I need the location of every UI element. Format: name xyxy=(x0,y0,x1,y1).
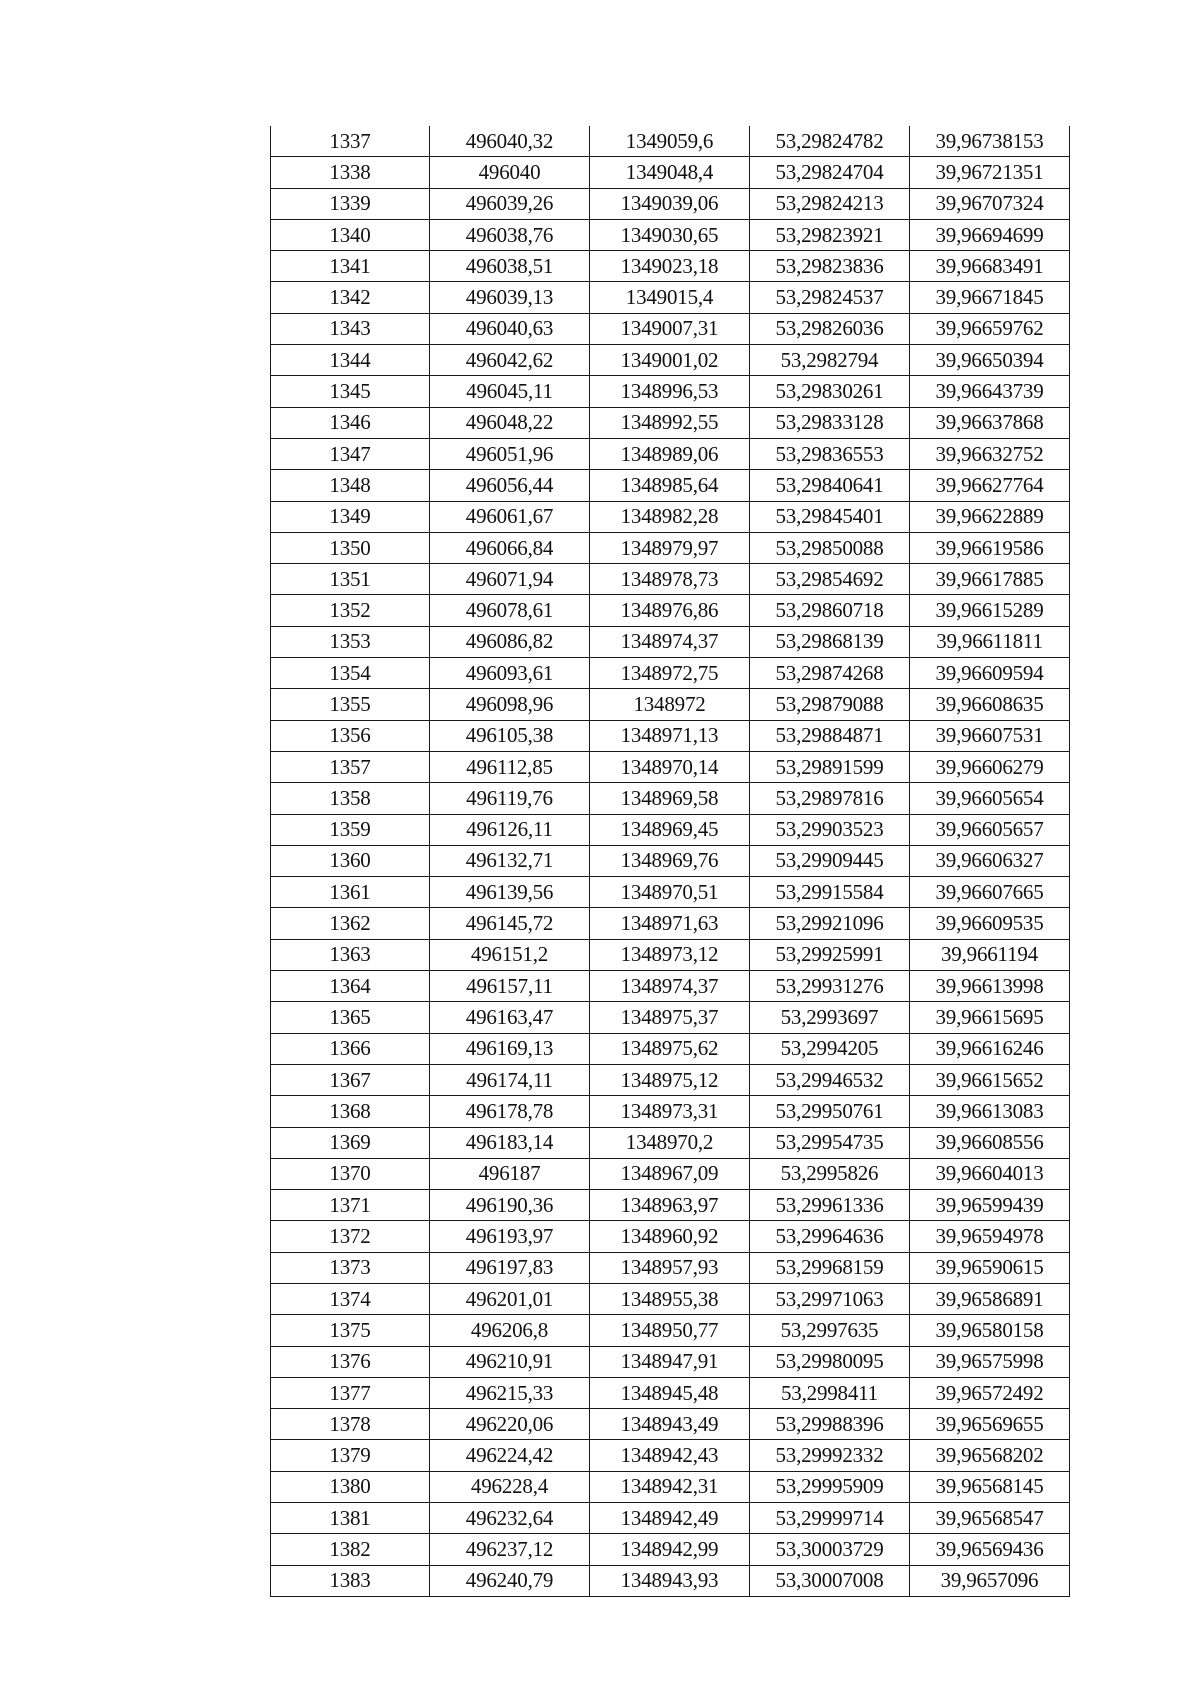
table-row xyxy=(271,877,1070,908)
y-coordinate-cell: 1348973,31 xyxy=(590,1096,750,1127)
latitude-cell: 53,29921096 xyxy=(750,908,910,939)
table-row xyxy=(271,1315,1070,1346)
longitude-cell: 39,96738153 xyxy=(910,126,1070,157)
table-row xyxy=(271,1471,1070,1502)
table-row xyxy=(271,345,1070,376)
point-number-cell: 1339 xyxy=(271,188,430,219)
table-row xyxy=(271,376,1070,407)
latitude-cell: 53,29874268 xyxy=(750,658,910,689)
x-coordinate-cell: 496132,71 xyxy=(430,845,590,876)
latitude-cell: 53,29824704 xyxy=(750,157,910,188)
longitude-cell: 39,96569655 xyxy=(910,1409,1070,1440)
latitude-cell: 53,29879088 xyxy=(750,689,910,720)
longitude-cell: 39,96615289 xyxy=(910,595,1070,626)
point-number-cell: 1351 xyxy=(271,564,430,595)
latitude-cell: 53,29824213 xyxy=(750,188,910,219)
table-row xyxy=(271,1377,1070,1408)
y-coordinate-cell: 1348975,12 xyxy=(590,1064,750,1095)
longitude-cell: 39,96568202 xyxy=(910,1440,1070,1471)
latitude-cell: 53,29903523 xyxy=(750,814,910,845)
latitude-cell: 53,29845401 xyxy=(750,501,910,532)
longitude-cell: 39,96632752 xyxy=(910,438,1070,469)
latitude-cell: 53,2994205 xyxy=(750,1033,910,1064)
y-coordinate-cell: 1348972 xyxy=(590,689,750,720)
longitude-cell: 39,96599439 xyxy=(910,1190,1070,1221)
longitude-cell: 39,9657096 xyxy=(910,1565,1070,1596)
latitude-cell: 53,2997635 xyxy=(750,1315,910,1346)
x-coordinate-cell: 496169,13 xyxy=(430,1033,590,1064)
x-coordinate-cell: 496163,47 xyxy=(430,1002,590,1033)
longitude-cell: 39,96572492 xyxy=(910,1377,1070,1408)
longitude-cell: 39,96575998 xyxy=(910,1346,1070,1377)
x-coordinate-cell: 496039,13 xyxy=(430,282,590,313)
y-coordinate-cell: 1348970,2 xyxy=(590,1127,750,1158)
point-number-cell: 1347 xyxy=(271,438,430,469)
y-coordinate-cell: 1348955,38 xyxy=(590,1283,750,1314)
point-number-cell: 1341 xyxy=(271,251,430,282)
latitude-cell: 53,29915584 xyxy=(750,877,910,908)
latitude-cell: 53,29950761 xyxy=(750,1096,910,1127)
point-number-cell: 1372 xyxy=(271,1221,430,1252)
latitude-cell: 53,29897816 xyxy=(750,783,910,814)
x-coordinate-cell: 496183,14 xyxy=(430,1127,590,1158)
longitude-cell: 39,96721351 xyxy=(910,157,1070,188)
point-number-cell: 1364 xyxy=(271,971,430,1002)
table-row xyxy=(271,407,1070,438)
table-row xyxy=(271,783,1070,814)
latitude-cell: 53,29931276 xyxy=(750,971,910,1002)
longitude-cell: 39,96615652 xyxy=(910,1064,1070,1095)
table-row xyxy=(271,658,1070,689)
y-coordinate-cell: 1349039,06 xyxy=(590,188,750,219)
x-coordinate-cell: 496193,97 xyxy=(430,1221,590,1252)
longitude-cell: 39,96619586 xyxy=(910,532,1070,563)
longitude-cell: 39,96613083 xyxy=(910,1096,1070,1127)
latitude-cell: 53,29823921 xyxy=(750,219,910,250)
point-number-cell: 1343 xyxy=(271,313,430,344)
y-coordinate-cell: 1348974,37 xyxy=(590,626,750,657)
table-row xyxy=(271,1409,1070,1440)
longitude-cell: 39,96609535 xyxy=(910,908,1070,939)
point-number-cell: 1349 xyxy=(271,501,430,532)
x-coordinate-cell: 496145,72 xyxy=(430,908,590,939)
point-number-cell: 1353 xyxy=(271,626,430,657)
longitude-cell: 39,96608635 xyxy=(910,689,1070,720)
x-coordinate-cell: 496042,62 xyxy=(430,345,590,376)
x-coordinate-cell: 496040 xyxy=(430,157,590,188)
y-coordinate-cell: 1348942,31 xyxy=(590,1471,750,1502)
point-number-cell: 1337 xyxy=(271,126,430,157)
x-coordinate-cell: 496224,42 xyxy=(430,1440,590,1471)
x-coordinate-cell: 496237,12 xyxy=(430,1534,590,1565)
latitude-cell: 53,29909445 xyxy=(750,845,910,876)
point-number-cell: 1369 xyxy=(271,1127,430,1158)
longitude-cell: 39,96568145 xyxy=(910,1471,1070,1502)
y-coordinate-cell: 1348975,37 xyxy=(590,1002,750,1033)
latitude-cell: 53,29971063 xyxy=(750,1283,910,1314)
point-number-cell: 1363 xyxy=(271,939,430,970)
x-coordinate-cell: 496210,91 xyxy=(430,1346,590,1377)
longitude-cell: 39,96608556 xyxy=(910,1127,1070,1158)
point-number-cell: 1340 xyxy=(271,219,430,250)
table-row xyxy=(271,1565,1070,1596)
coordinates-table xyxy=(270,126,1070,1597)
longitude-cell: 39,96594978 xyxy=(910,1221,1070,1252)
table-row xyxy=(271,908,1070,939)
y-coordinate-cell: 1349007,31 xyxy=(590,313,750,344)
point-number-cell: 1346 xyxy=(271,407,430,438)
table-row xyxy=(271,1503,1070,1534)
latitude-cell: 53,29988396 xyxy=(750,1409,910,1440)
longitude-cell: 39,96707324 xyxy=(910,188,1070,219)
table-row xyxy=(271,689,1070,720)
y-coordinate-cell: 1348942,49 xyxy=(590,1503,750,1534)
table-row xyxy=(271,1283,1070,1314)
table-row xyxy=(271,470,1070,501)
longitude-cell: 39,96616246 xyxy=(910,1033,1070,1064)
longitude-cell: 39,96605654 xyxy=(910,783,1070,814)
point-number-cell: 1361 xyxy=(271,877,430,908)
table-row xyxy=(271,1002,1070,1033)
table-row xyxy=(271,438,1070,469)
point-number-cell: 1348 xyxy=(271,470,430,501)
point-number-cell: 1382 xyxy=(271,1534,430,1565)
longitude-cell: 39,96615695 xyxy=(910,1002,1070,1033)
x-coordinate-cell: 496228,4 xyxy=(430,1471,590,1502)
x-coordinate-cell: 496105,38 xyxy=(430,720,590,751)
longitude-cell: 39,96605657 xyxy=(910,814,1070,845)
point-number-cell: 1375 xyxy=(271,1315,430,1346)
latitude-cell: 53,29968159 xyxy=(750,1252,910,1283)
x-coordinate-cell: 496232,64 xyxy=(430,1503,590,1534)
y-coordinate-cell: 1349030,65 xyxy=(590,219,750,250)
y-coordinate-cell: 1348943,93 xyxy=(590,1565,750,1596)
latitude-cell: 53,29854692 xyxy=(750,564,910,595)
y-coordinate-cell: 1348960,92 xyxy=(590,1221,750,1252)
y-coordinate-cell: 1348969,58 xyxy=(590,783,750,814)
y-coordinate-cell: 1348972,75 xyxy=(590,658,750,689)
longitude-cell: 39,96590615 xyxy=(910,1252,1070,1283)
y-coordinate-cell: 1348976,86 xyxy=(590,595,750,626)
latitude-cell: 53,29824537 xyxy=(750,282,910,313)
x-coordinate-cell: 496201,01 xyxy=(430,1283,590,1314)
table-row xyxy=(271,157,1070,188)
point-number-cell: 1344 xyxy=(271,345,430,376)
y-coordinate-cell: 1348969,76 xyxy=(590,845,750,876)
latitude-cell: 53,2993697 xyxy=(750,1002,910,1033)
longitude-cell: 39,96627764 xyxy=(910,470,1070,501)
longitude-cell: 39,96622889 xyxy=(910,501,1070,532)
table-row xyxy=(271,1127,1070,1158)
x-coordinate-cell: 496157,11 xyxy=(430,971,590,1002)
table-row xyxy=(271,845,1070,876)
x-coordinate-cell: 496078,61 xyxy=(430,595,590,626)
latitude-cell: 53,29980095 xyxy=(750,1346,910,1377)
table-row xyxy=(271,939,1070,970)
table-row xyxy=(271,188,1070,219)
table-row xyxy=(271,219,1070,250)
point-number-cell: 1373 xyxy=(271,1252,430,1283)
point-number-cell: 1367 xyxy=(271,1064,430,1095)
table-row xyxy=(271,751,1070,782)
table-row xyxy=(271,1158,1070,1189)
point-number-cell: 1378 xyxy=(271,1409,430,1440)
point-number-cell: 1368 xyxy=(271,1096,430,1127)
latitude-cell: 53,29964636 xyxy=(750,1221,910,1252)
latitude-cell: 53,29836553 xyxy=(750,438,910,469)
point-number-cell: 1354 xyxy=(271,658,430,689)
table-row xyxy=(271,1252,1070,1283)
x-coordinate-cell: 496056,44 xyxy=(430,470,590,501)
table-row xyxy=(271,532,1070,563)
point-number-cell: 1352 xyxy=(271,595,430,626)
table-row xyxy=(271,971,1070,1002)
table-row xyxy=(271,251,1070,282)
y-coordinate-cell: 1348945,48 xyxy=(590,1377,750,1408)
x-coordinate-cell: 496178,78 xyxy=(430,1096,590,1127)
y-coordinate-cell: 1348975,62 xyxy=(590,1033,750,1064)
latitude-cell: 53,30007008 xyxy=(750,1565,910,1596)
longitude-cell: 39,96617885 xyxy=(910,564,1070,595)
y-coordinate-cell: 1349015,4 xyxy=(590,282,750,313)
y-coordinate-cell: 1348967,09 xyxy=(590,1158,750,1189)
table-row xyxy=(271,564,1070,595)
longitude-cell: 39,96607531 xyxy=(910,720,1070,751)
latitude-cell: 53,29826036 xyxy=(750,313,910,344)
y-coordinate-cell: 1348996,53 xyxy=(590,376,750,407)
y-coordinate-cell: 1348943,49 xyxy=(590,1409,750,1440)
point-number-cell: 1338 xyxy=(271,157,430,188)
x-coordinate-cell: 496187 xyxy=(430,1158,590,1189)
longitude-cell: 39,96694699 xyxy=(910,219,1070,250)
longitude-cell: 39,96604013 xyxy=(910,1158,1070,1189)
y-coordinate-cell: 1348971,63 xyxy=(590,908,750,939)
x-coordinate-cell: 496040,32 xyxy=(430,126,590,157)
x-coordinate-cell: 496215,33 xyxy=(430,1377,590,1408)
latitude-cell: 53,29823836 xyxy=(750,251,910,282)
x-coordinate-cell: 496240,79 xyxy=(430,1565,590,1596)
y-coordinate-cell: 1348979,97 xyxy=(590,532,750,563)
y-coordinate-cell: 1348947,91 xyxy=(590,1346,750,1377)
point-number-cell: 1370 xyxy=(271,1158,430,1189)
point-number-cell: 1350 xyxy=(271,532,430,563)
x-coordinate-cell: 496048,22 xyxy=(430,407,590,438)
x-coordinate-cell: 496190,36 xyxy=(430,1190,590,1221)
latitude-cell: 53,30003729 xyxy=(750,1534,910,1565)
x-coordinate-cell: 496045,11 xyxy=(430,376,590,407)
point-number-cell: 1380 xyxy=(271,1471,430,1502)
table-row xyxy=(271,501,1070,532)
latitude-cell: 53,29824782 xyxy=(750,126,910,157)
table-row xyxy=(271,282,1070,313)
point-number-cell: 1345 xyxy=(271,376,430,407)
y-coordinate-cell: 1348971,13 xyxy=(590,720,750,751)
table-row xyxy=(271,1440,1070,1471)
point-number-cell: 1342 xyxy=(271,282,430,313)
x-coordinate-cell: 496151,2 xyxy=(430,939,590,970)
point-number-cell: 1360 xyxy=(271,845,430,876)
point-number-cell: 1377 xyxy=(271,1377,430,1408)
latitude-cell: 53,2998411 xyxy=(750,1377,910,1408)
point-number-cell: 1356 xyxy=(271,720,430,751)
latitude-cell: 53,29840641 xyxy=(750,470,910,501)
longitude-cell: 39,96637868 xyxy=(910,407,1070,438)
latitude-cell: 53,29830261 xyxy=(750,376,910,407)
point-number-cell: 1366 xyxy=(271,1033,430,1064)
latitude-cell: 53,29995909 xyxy=(750,1471,910,1502)
table-row xyxy=(271,1346,1070,1377)
y-coordinate-cell: 1348950,77 xyxy=(590,1315,750,1346)
table-row xyxy=(271,1096,1070,1127)
longitude-cell: 39,96671845 xyxy=(910,282,1070,313)
table-row xyxy=(271,814,1070,845)
y-coordinate-cell: 1348973,12 xyxy=(590,939,750,970)
point-number-cell: 1358 xyxy=(271,783,430,814)
latitude-cell: 53,29946532 xyxy=(750,1064,910,1095)
latitude-cell: 53,29884871 xyxy=(750,720,910,751)
y-coordinate-cell: 1348970,14 xyxy=(590,751,750,782)
y-coordinate-cell: 1348992,55 xyxy=(590,407,750,438)
point-number-cell: 1371 xyxy=(271,1190,430,1221)
latitude-cell: 53,29850088 xyxy=(750,532,910,563)
y-coordinate-cell: 1348969,45 xyxy=(590,814,750,845)
y-coordinate-cell: 1349001,02 xyxy=(590,345,750,376)
longitude-cell: 39,96659762 xyxy=(910,313,1070,344)
table-row xyxy=(271,720,1070,751)
latitude-cell: 53,29999714 xyxy=(750,1503,910,1534)
longitude-cell: 39,96580158 xyxy=(910,1315,1070,1346)
longitude-cell: 39,9661194 xyxy=(910,939,1070,970)
x-coordinate-cell: 496039,26 xyxy=(430,188,590,219)
longitude-cell: 39,96643739 xyxy=(910,376,1070,407)
y-coordinate-cell: 1348970,51 xyxy=(590,877,750,908)
latitude-cell: 53,29891599 xyxy=(750,751,910,782)
table-row xyxy=(271,1033,1070,1064)
table-row xyxy=(271,1534,1070,1565)
longitude-cell: 39,96569436 xyxy=(910,1534,1070,1565)
x-coordinate-cell: 496071,94 xyxy=(430,564,590,595)
x-coordinate-cell: 496126,11 xyxy=(430,814,590,845)
x-coordinate-cell: 496086,82 xyxy=(430,626,590,657)
y-coordinate-cell: 1348957,93 xyxy=(590,1252,750,1283)
y-coordinate-cell: 1348978,73 xyxy=(590,564,750,595)
table-row xyxy=(271,1221,1070,1252)
point-number-cell: 1383 xyxy=(271,1565,430,1596)
x-coordinate-cell: 496040,63 xyxy=(430,313,590,344)
y-coordinate-cell: 1348989,06 xyxy=(590,438,750,469)
y-coordinate-cell: 1349023,18 xyxy=(590,251,750,282)
x-coordinate-cell: 496197,83 xyxy=(430,1252,590,1283)
longitude-cell: 39,96606327 xyxy=(910,845,1070,876)
y-coordinate-cell: 1348974,37 xyxy=(590,971,750,1002)
table-row xyxy=(271,313,1070,344)
x-coordinate-cell: 496112,85 xyxy=(430,751,590,782)
y-coordinate-cell: 1348942,43 xyxy=(590,1440,750,1471)
longitude-cell: 39,96650394 xyxy=(910,345,1070,376)
longitude-cell: 39,96683491 xyxy=(910,251,1070,282)
x-coordinate-cell: 496038,51 xyxy=(430,251,590,282)
longitude-cell: 39,96609594 xyxy=(910,658,1070,689)
latitude-cell: 53,29925991 xyxy=(750,939,910,970)
latitude-cell: 53,29833128 xyxy=(750,407,910,438)
latitude-cell: 53,29992332 xyxy=(750,1440,910,1471)
y-coordinate-cell: 1349059,6 xyxy=(590,126,750,157)
point-number-cell: 1376 xyxy=(271,1346,430,1377)
point-number-cell: 1357 xyxy=(271,751,430,782)
y-coordinate-cell: 1349048,4 xyxy=(590,157,750,188)
x-coordinate-cell: 496038,76 xyxy=(430,219,590,250)
latitude-cell: 53,29868139 xyxy=(750,626,910,657)
longitude-cell: 39,96606279 xyxy=(910,751,1070,782)
latitude-cell: 53,29860718 xyxy=(750,595,910,626)
point-number-cell: 1379 xyxy=(271,1440,430,1471)
y-coordinate-cell: 1348985,64 xyxy=(590,470,750,501)
y-coordinate-cell: 1348963,97 xyxy=(590,1190,750,1221)
x-coordinate-cell: 496051,96 xyxy=(430,438,590,469)
longitude-cell: 39,96607665 xyxy=(910,877,1070,908)
latitude-cell: 53,29961336 xyxy=(750,1190,910,1221)
latitude-cell: 53,29954735 xyxy=(750,1127,910,1158)
y-coordinate-cell: 1348942,99 xyxy=(590,1534,750,1565)
x-coordinate-cell: 496093,61 xyxy=(430,658,590,689)
point-number-cell: 1362 xyxy=(271,908,430,939)
x-coordinate-cell: 496220,06 xyxy=(430,1409,590,1440)
longitude-cell: 39,96586891 xyxy=(910,1283,1070,1314)
x-coordinate-cell: 496066,84 xyxy=(430,532,590,563)
point-number-cell: 1381 xyxy=(271,1503,430,1534)
x-coordinate-cell: 496139,56 xyxy=(430,877,590,908)
table-row xyxy=(271,126,1070,157)
table-row xyxy=(271,595,1070,626)
longitude-cell: 39,96613998 xyxy=(910,971,1070,1002)
latitude-cell: 53,2995826 xyxy=(750,1158,910,1189)
y-coordinate-cell: 1348982,28 xyxy=(590,501,750,532)
point-number-cell: 1365 xyxy=(271,1002,430,1033)
point-number-cell: 1355 xyxy=(271,689,430,720)
x-coordinate-cell: 496174,11 xyxy=(430,1064,590,1095)
table-row xyxy=(271,626,1070,657)
point-number-cell: 1374 xyxy=(271,1283,430,1314)
longitude-cell: 39,96568547 xyxy=(910,1503,1070,1534)
table-row xyxy=(271,1190,1070,1221)
x-coordinate-cell: 496206,8 xyxy=(430,1315,590,1346)
point-number-cell: 1359 xyxy=(271,814,430,845)
coordinates-table-body xyxy=(271,126,1070,1596)
latitude-cell: 53,2982794 xyxy=(750,345,910,376)
x-coordinate-cell: 496098,96 xyxy=(430,689,590,720)
longitude-cell: 39,96611811 xyxy=(910,626,1070,657)
x-coordinate-cell: 496119,76 xyxy=(430,783,590,814)
table-row xyxy=(271,1064,1070,1095)
x-coordinate-cell: 496061,67 xyxy=(430,501,590,532)
